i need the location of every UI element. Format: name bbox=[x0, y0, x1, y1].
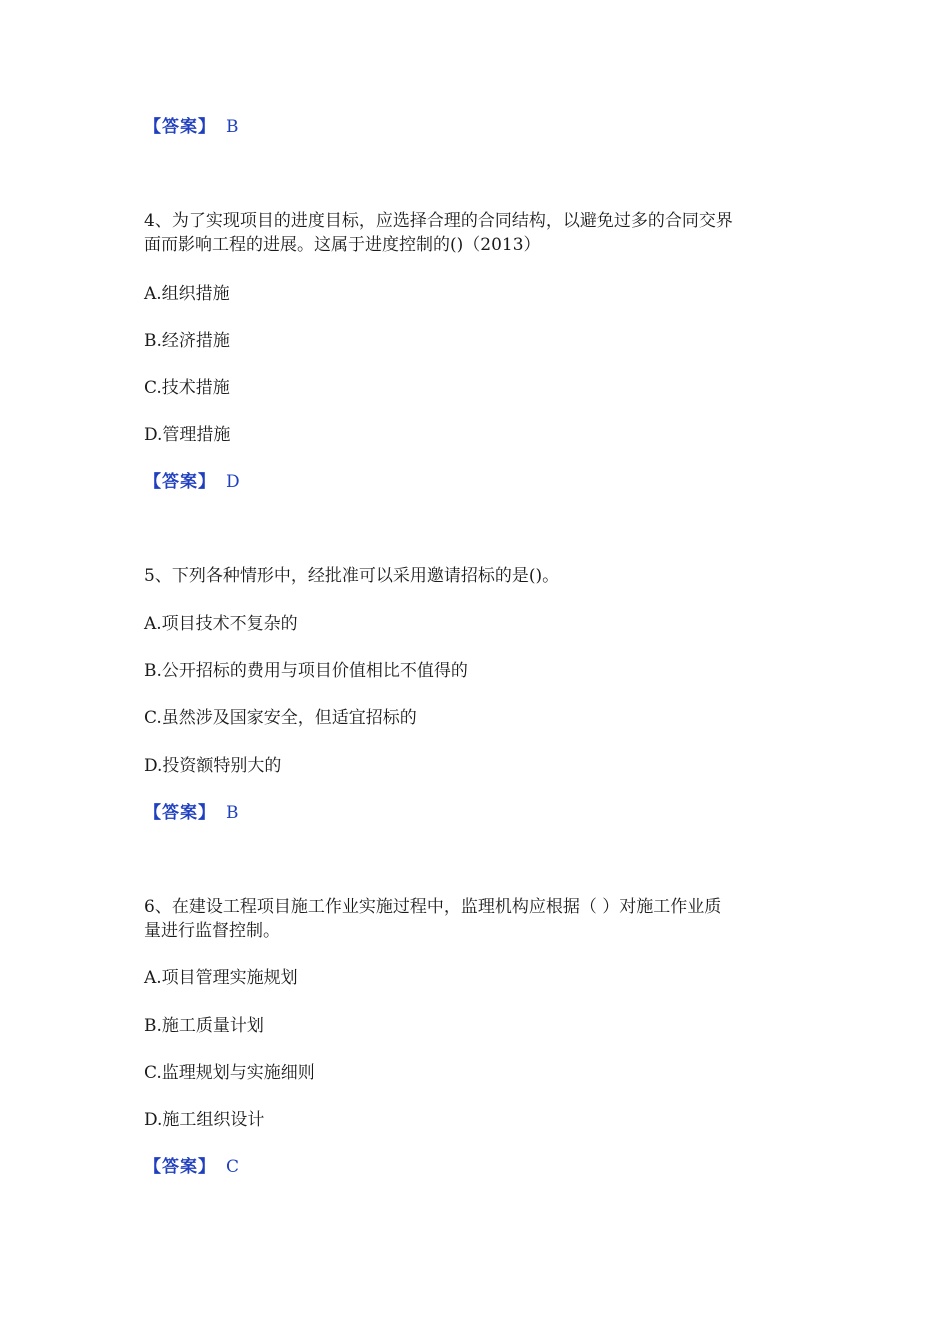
answer-line-q4 bbox=[144, 471, 240, 493]
question-4-option-b: B.经济措施 bbox=[144, 331, 230, 351]
answer-line-q6 bbox=[144, 1156, 239, 1178]
answer-line-q5 bbox=[144, 802, 239, 824]
question-6-stem-line-1: 6、在建设工程项目施工作业实施过程中，监理机构应根据（ ）对施工作业质 bbox=[144, 897, 722, 917]
question-4-stem-line-2: 面而影响工程的进展。这属于进度控制的()（2013） bbox=[144, 235, 541, 255]
answer-line-q3 bbox=[144, 116, 239, 138]
question-4-option-a: A.组织措施 bbox=[144, 284, 230, 304]
answer-label: 【答案】 bbox=[144, 803, 216, 823]
question-5-option-a: A.项目技术不复杂的 bbox=[144, 614, 298, 634]
answer-value: B bbox=[226, 803, 239, 823]
answer-label: 【答案】 bbox=[144, 472, 216, 492]
answer-label: 【答案】 bbox=[144, 1157, 216, 1177]
question-5-option-b: B.公开招标的费用与项目价值相比不值得的 bbox=[144, 661, 468, 681]
question-6-option-d: D.施工组织设计 bbox=[144, 1110, 265, 1130]
question-6-option-c: C.监理规划与实施细则 bbox=[144, 1063, 315, 1083]
answer-value: B bbox=[226, 117, 239, 137]
question-5-stem-line-1: 5、下列各种情形中，经批准可以采用邀请招标的是()。 bbox=[144, 566, 560, 586]
question-6-option-a: A.项目管理实施规划 bbox=[144, 968, 298, 988]
answer-value: D bbox=[226, 472, 240, 492]
question-6-stem-line-2: 量进行监督控制。 bbox=[144, 921, 280, 941]
question-5-option-d: D.投资额特别大的 bbox=[144, 756, 282, 776]
answer-value: C bbox=[226, 1157, 240, 1177]
question-5-option-c: C.虽然涉及国家安全，但适宜招标的 bbox=[144, 708, 417, 728]
question-4-option-d: D.管理措施 bbox=[144, 425, 231, 445]
question-4-stem-line-1: 4、为了实现项目的进度目标，应选择合理的合同结构，以避免过多的合同交界 bbox=[144, 211, 733, 231]
question-6-option-b: B.施工质量计划 bbox=[144, 1016, 264, 1036]
answer-label: 【答案】 bbox=[144, 117, 216, 137]
question-4-option-c: C.技术措施 bbox=[144, 378, 230, 398]
